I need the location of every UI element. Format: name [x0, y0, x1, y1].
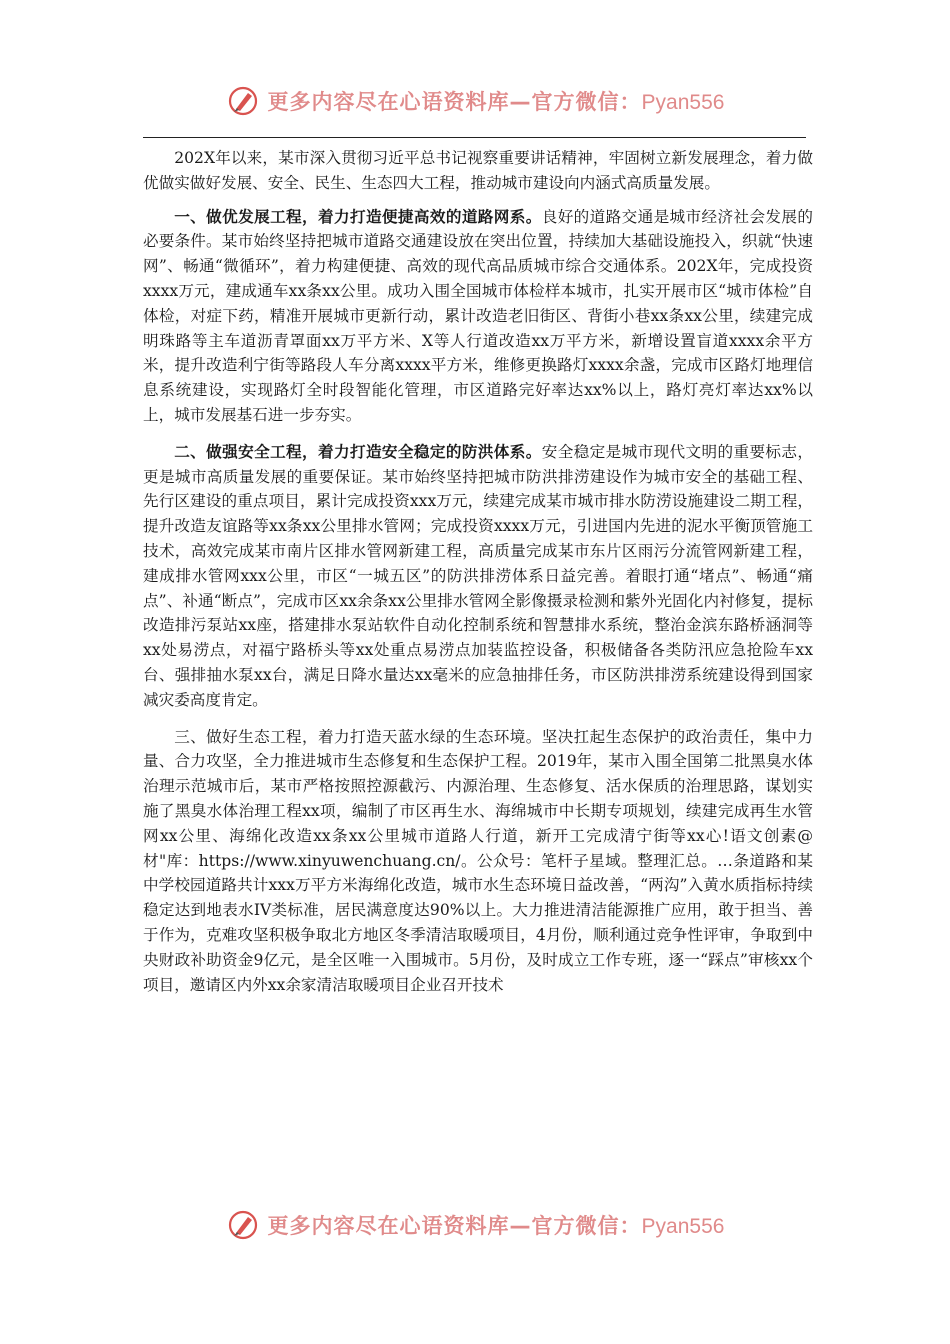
- section-1-body: 良好的道路交通是城市经济社会发展的必要条件。某市始终坚持把城市道路交通建设放在突出位置，持续加大基础设施投入，织就“快速网”、畅通“微循环”，着力构建便捷、高效的现代高品质城市综合交通体系。202X年，完成投资xxxx万元，建成通车xx条xx公里。成功入围全国城市体检样本城市，扎实开展市区“城市体检”自体检，对症下药，精准开展城市更新行动，累计改造老旧街区、背街小巷xx条xx公里，续建完成明珠路等主车道沥青罩面xx万平方米、X等人行道改造xx万平方米，新增设置盲道xxxx余平方米，提升改造利宁街等路段人车分离xxxx平方米，维修更换路灯xxxx余盏，完成市区路灯地理信息系统建设，实现路灯全时段智能化管理，市区道路完好率达xx%以上，路灯亮灯率达xx%以上，城市发展基石进一步夯实。: [143, 207, 813, 424]
- header-rule: [143, 137, 806, 138]
- section-1-heading: 一、做优发展工程，着力打造便捷高效的道路网系。: [174, 206, 542, 226]
- watermark-wechat-id: Pyan556: [641, 1215, 725, 1238]
- section-2-heading: 二、做强安全工程，着力打造安全稳定的防洪体系。: [174, 441, 542, 461]
- document-body: [143, 146, 813, 1009]
- section-3-body: 三、做好生态工程，着力打造天蓝水绿的生态环境。坚决扛起生态保护的政治责任，集中力量、合力攻坚，全力推进城市生态修复和生态保护工程。2019年，某市入围全国第二批黑臭水体治理示范城市后，某市严格按照控源截污、内源治理、生态修复、活水保质的治理思路，谋划实施了黑臭水体治理工程xx项，编制了市区再生水、海绵城市中长期专项规划，续建完成再生水管网xx公里、海绵化改造xx条xx公里城市道路人行道，新开工完成清宁街等xx心!语文创素@材"库：https://www.xinyuwenchuang.cn/。公众号：笔杆子星域。整理汇总。…条道路和某中学校园道路共计xxx万平方米海绵化改造，城市水生态环境日益改善，“两沟”入黄水质指标持续稳定达到地表水IV类标准，居民满意度达90%以上。大力推进清洁能源推广应用，敢于担当、善于作为，克难攻坚积极争取北方地区冬季清洁取暖项目，4月份，顺利通过竞争性评审，争取到中央财政补助资金9亿元，是全区唯一入围城市。5月份，及时成立工作专班，逐一“踩点”审核xx个项目，邀请区内外xx余家清洁取暖项目企业召开技术: [143, 727, 813, 994]
- pen-logo-icon: [226, 84, 260, 118]
- header-watermark: [0, 84, 950, 118]
- intro-paragraph: 202X年以来，某市深入贯彻习近平总书记视察重要讲话精神，牢固树立新发展理念，着力做优做实做好发展、安全、民生、生态四大工程，推动城市建设向内涵式高质量发展。: [143, 149, 813, 192]
- section-2-paragraph: [143, 440, 813, 713]
- watermark-wechat-id: Pyan556: [641, 91, 725, 114]
- watermark-text: 更多内容尽在心语资料库—官方微信：Pyan556: [267, 90, 725, 114]
- pen-logo-icon: [226, 1208, 260, 1242]
- watermark-text: 更多内容尽在心语资料库—官方微信：Pyan556: [267, 1214, 725, 1238]
- section-2-body: 安全稳定是城市现代文明的重要标志，更是城市高质量发展的重要保证。某市始终坚持把城市防洪排涝建设作为城市安全的基础工程、先行区建设的重点项目，累计完成投资xxx万元，续建完成某市城市排水防涝设施建设二期工程，提升改造友谊路等xx条xx公里排水管网；完成投资xxxx万元，引进国内先进的泥水平衡顶管施工技术，高效完成某市南片区排水管网新建工程，高质量完成某市东片区雨污分流管网新建工程，建成排水管网xxx公里，市区“一城五区”的防洪排涝体系日益完善。着眼打通“堵点”、畅通“痛点”、补通“断点”，完成市区xx余条xx公里排水管网全影像摄录检测和紫外光固化内衬修复，提标改造排污泵站xx座，搭建排水泵站软件自动化控制系统和智慧排水系统，整治金滨东路桥涵洞等xx处易涝点，对福宁路桥头等xx处重点易涝点加装监控设备，积极储备各类防汛应急抢险车xx台、强排抽水泵xx台，满足日降水量达xx毫米的应急抽排任务，市区防洪排涝系统建设得到国家减灾委高度肯定。: [143, 442, 813, 709]
- footer-watermark: [0, 1208, 950, 1242]
- section-3-paragraph: [143, 725, 813, 998]
- section-1-paragraph: [143, 205, 813, 428]
